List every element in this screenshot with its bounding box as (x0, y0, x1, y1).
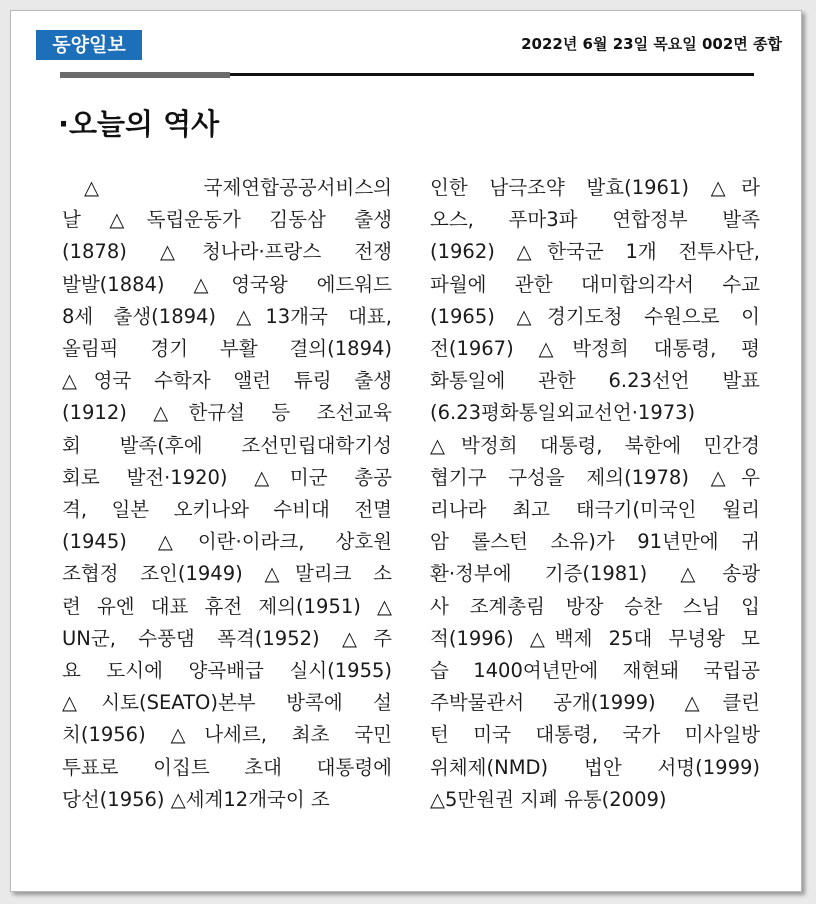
article-line: 치(1956) △나세르, 최초 국민 (62, 723, 392, 747)
article-line: 위체제(NMD) 법안 서명(1999) (430, 755, 760, 779)
article-line: 협기구 구성을 제의(1978) △우 (430, 465, 760, 489)
article-line: 턴 미국 대통령, 국가 미사일방 (430, 723, 760, 747)
article-line: 리나라 최고 태극기(미국인 윌리 (430, 498, 760, 522)
article-line: 회 발족(후에 조선민립대학기성 (62, 433, 392, 457)
article-line: 올림픽 경기 부활 결의(1894) (62, 337, 392, 361)
article-line: 발발(1884) △영국왕 에드워드 (62, 272, 392, 296)
article-line: △영국 수학자 앨런 튜링 출생 (62, 369, 392, 393)
article-line: △5만원권 지폐 유통(2009) (430, 787, 667, 811)
article-column-right (430, 172, 760, 816)
article-line: (1912) △한규설 등 조선교육 (62, 401, 392, 425)
article-line: (6.23평화통일외교선언·1973) (430, 401, 696, 425)
article-line: △시토(SEATO)본부 방콕에 설 (62, 691, 392, 715)
article-line: 조협정 조인(1949) △말리크 소 (62, 562, 392, 586)
section-title: ·오늘의 역사 (58, 107, 220, 141)
article-line: 날 △독립운동가 김동삼 출생 (62, 208, 392, 232)
article-line: (1962) △한국군 1개 전투사단, (430, 240, 760, 264)
article-line: (1878) △청나라·프랑스 전쟁 (62, 240, 392, 264)
article-line: 요 도시에 양곡배급 실시(1955) (62, 659, 392, 683)
article-line: 8세 출생(1894) △13개국 대표, (62, 304, 392, 328)
article-line: 화통일에 관한 6.23선언 발표 (430, 369, 760, 393)
article-line: 련 유엔 대표 휴전 제의(1951) △ (62, 594, 392, 618)
article-line: 투표로 이집트 초대 대통령에 (62, 755, 392, 779)
article-line: 격, 일본 오키나와 수비대 전멸 (62, 498, 392, 522)
article-line: UN군, 수풍댐 폭격(1952) △주 (62, 626, 392, 650)
article-line: 당선(1956) △세계12개국이 조 (62, 787, 330, 811)
article-line: 오스, 푸마3파 연합정부 발족 (430, 208, 760, 232)
article-line: (1965) △경기도청 수원으로 이 (430, 304, 760, 328)
article-line: △박정희 대통령, 북한에 민간경 (430, 433, 760, 457)
newspaper-logo: 동양일보 (36, 30, 142, 60)
article-line: (1945) △이란·이라크, 상호원 (62, 530, 392, 554)
article-line: 파월에 관한 대미합의각서 수교 (430, 272, 760, 296)
article-line: 인한 남극조약 발효(1961) △라 (430, 176, 760, 199)
article-line: 주박물관서 공개(1999) △클린 (430, 691, 760, 715)
article-line: 적(1996) △백제 25대 무녕왕 모 (430, 626, 760, 650)
article-column-left (62, 172, 392, 816)
article-line: 전(1967) △박정희 대통령, 평 (430, 337, 760, 361)
article-line: 암 롤스턴 소유)가 91년만에 귀 (430, 530, 760, 554)
article-line: 환·정부에 기증(1981) △송광 (430, 562, 760, 586)
article-line: △국제연합공공서비스의 (84, 176, 392, 199)
header-rule-accent (60, 72, 230, 78)
article-line: 습 1400여년만에 재현돼 국립공 (430, 659, 760, 683)
issue-dateline: 2022년 6월 23일 목요일 002면 종합 (521, 35, 782, 53)
article-line: 회로 발전·1920) △미군 총공 (62, 465, 392, 489)
article-line: 사 조계총림 방장 승찬 스님 입 (430, 594, 760, 618)
